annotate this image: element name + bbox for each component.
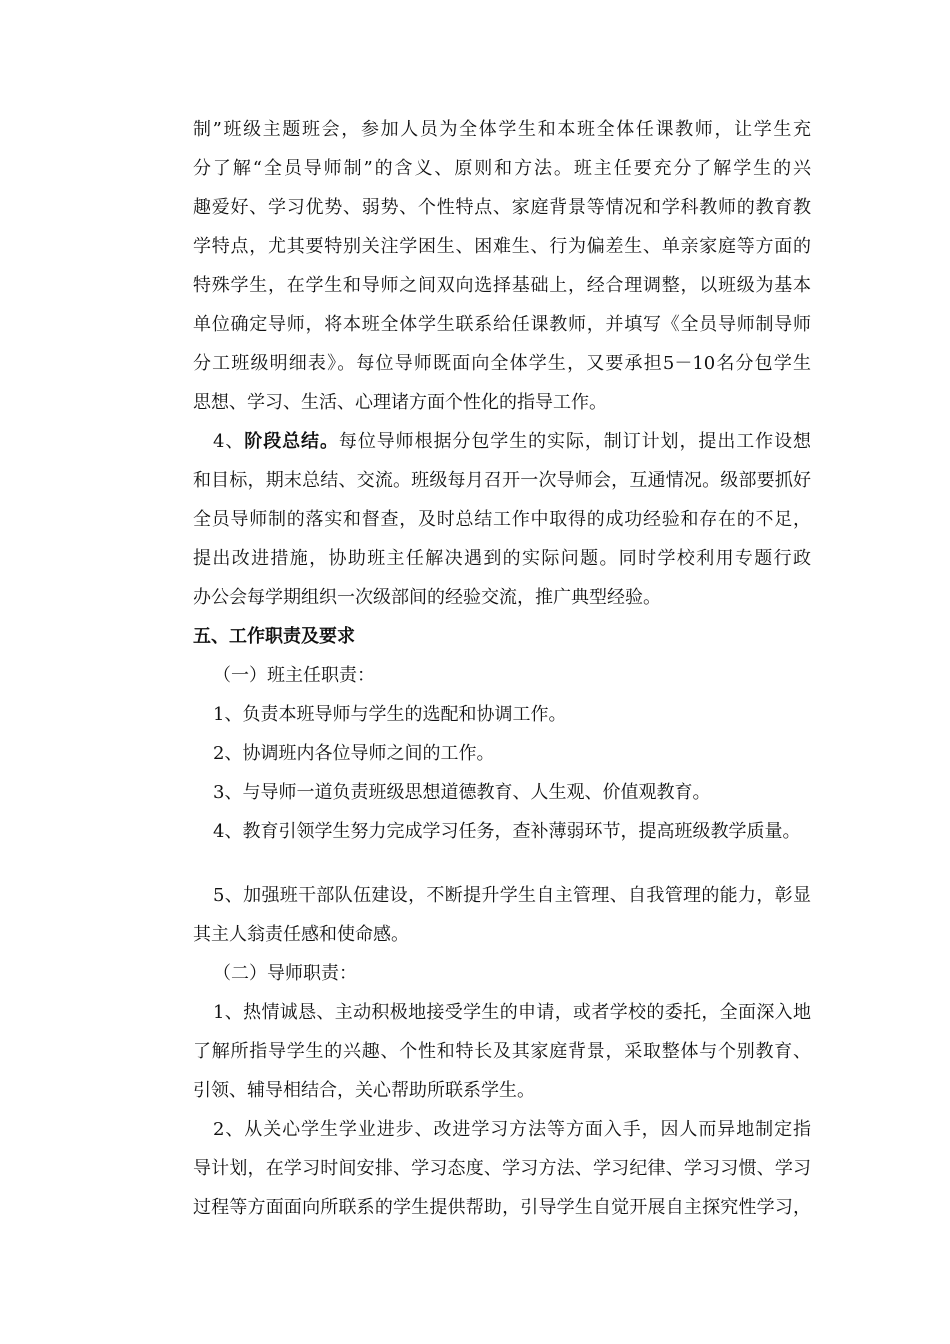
list-item: 1、负责本班导师与学生的选配和协调工作。	[213, 704, 567, 725]
list-item: 2、协调班内各位导师之间的工作。	[213, 743, 495, 764]
paragraph-line: 导计划，在学习时间安排、学习态度、学习方法、学习纪律、学习习惯、学习	[193, 1158, 811, 1179]
paragraph-line: 提出改进措施，协助班主任解决遇到的实际问题。同时学校利用专题行政	[193, 548, 811, 569]
list-item: 1、热情诚恳、主动积极地接受学生的申请，或者学校的委托，全面深入地	[213, 1002, 811, 1023]
paragraph-line: 学特点，尤其要特别关注学困生、困难生、行为偏差生、单亲家庭等方面的	[193, 236, 811, 257]
item4-text: 每位导师根据分包学生的实际，制订计划，提出工作设想	[338, 431, 812, 452]
paragraph-line: 制”班级主题班会，参加人员为全体学生和本班全体任课教师，让学生充	[193, 119, 811, 140]
paragraph-line: 分工班级明细表》。每位导师既面向全体学生，又要承担5－10名分包学生	[193, 353, 811, 374]
list-item: 4、教育引领学生努力完成学习任务，查补薄弱环节，提高班级教学质量。	[213, 821, 801, 842]
paragraph-line: 单位确定导师，将本班全体学生联系给任课教师，并填写《全员导师制导师	[193, 314, 811, 335]
item4-number: 4、	[213, 431, 245, 452]
subsection-heading: （二）导师职责：	[213, 963, 357, 984]
paragraph-line: 趣爱好、学习优势、弱势、个性特点、家庭背景等情况和学科教师的教育教	[193, 197, 811, 218]
paragraph-line: 特殊学生，在学生和导师之间双向选择基础上，经合理调整，以班级为基本	[193, 275, 811, 296]
paragraph-line: 分了解“全员导师制”的含义、原则和方法。班主任要充分了解学生的兴	[193, 158, 811, 179]
paragraph-line: 了解所指导学生的兴趣、个性和特长及其家庭背景，采取整体与个别教育、	[193, 1041, 811, 1062]
paragraph-line: 引领、辅导相结合，关心帮助所联系学生。	[193, 1080, 535, 1101]
paragraph-line: 其主人翁责任感和使命感。	[193, 924, 409, 945]
list-item: 2、从关心学生学业进步、改进学习方法等方面入手，因人而异地制定指	[213, 1119, 811, 1140]
paragraph-line: 和目标，期末总结、交流。班级每月召开一次导师会，互通情况。级部要抓好	[193, 470, 811, 491]
subsection-heading: （一）班主任职责：	[213, 665, 375, 686]
item4-first-line	[213, 430, 811, 454]
list-item: 3、与导师一道负责班级思想道德教育、人生观、价值观教育。	[213, 782, 711, 803]
list-item: 5、加强班干部队伍建设，不断提升学生自主管理、自我管理的能力，彰显	[213, 885, 811, 906]
paragraph-line: 办公会每学期组织一次级部间的经验交流，推广典型经验。	[193, 587, 661, 608]
section-heading: 五、工作职责及要求	[193, 626, 355, 647]
item4-title: 阶段总结。	[244, 431, 339, 452]
paragraph-line: 过程等方面面向所联系的学生提供帮助，引导学生自觉开展自主探究性学习，	[193, 1197, 811, 1218]
paragraph-line: 思想、学习、生活、心理诸方面个性化的指导工作。	[193, 392, 607, 413]
paragraph-line: 全员导师制的落实和督查，及时总结工作中取得的成功经验和存在的不足，	[193, 509, 811, 530]
